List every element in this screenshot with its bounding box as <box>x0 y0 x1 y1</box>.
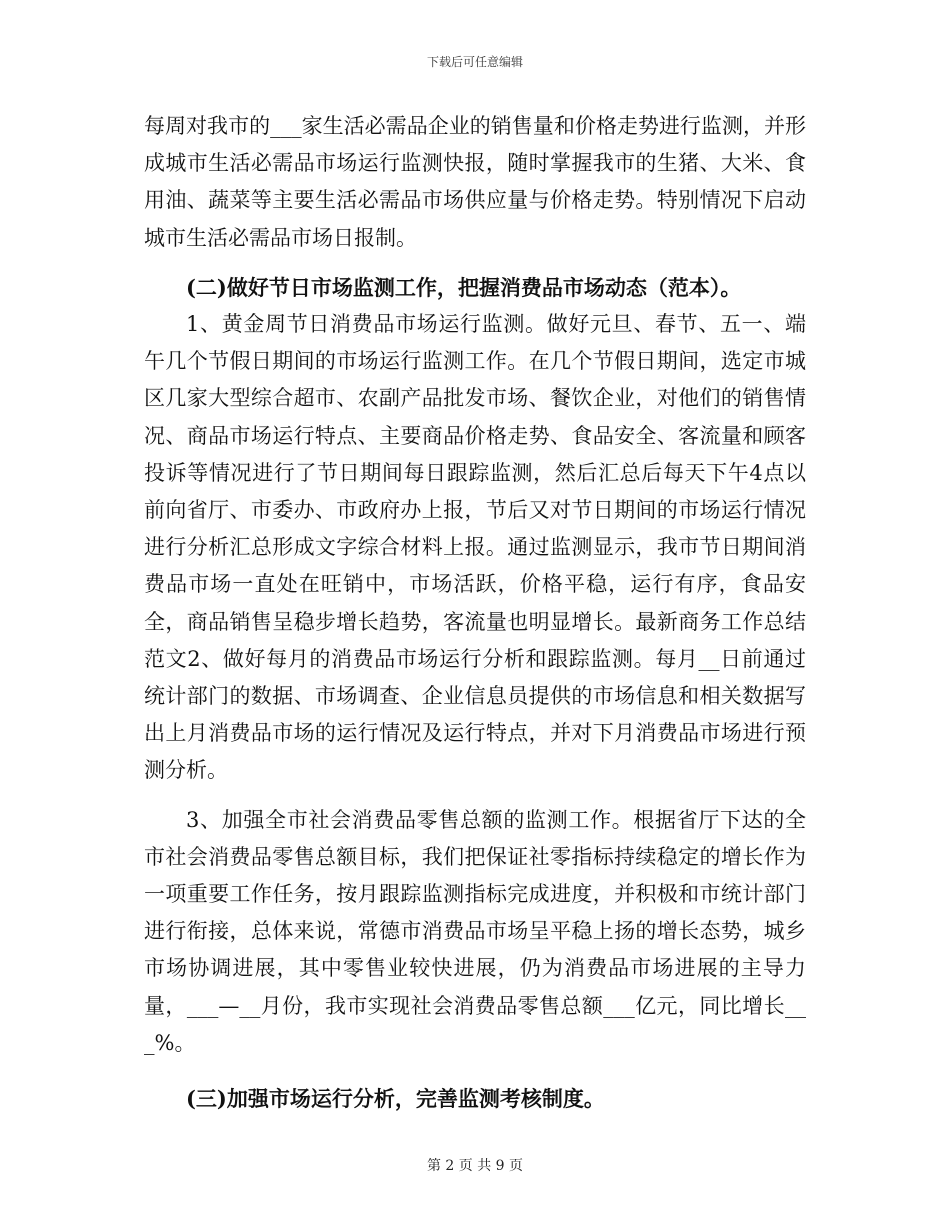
document-body <box>144 108 806 1117</box>
page-header: 下载后可任意编辑 <box>426 55 523 69</box>
section-heading-holiday-monitoring: (二)做好节日市场监测工作，把握消费品市场动态（范本）。 <box>186 274 742 300</box>
section-heading-market-analysis: (三)加强市场运行分析，完善监测考核制度。 <box>186 1086 605 1112</box>
paragraph-weekly-monitoring: 每周对我市的___家生活必需品企业的销售量和价格走势进行监测，并形成城市生活必需品市场运行监测快报，随时掌握我市的生猪、大米、食用油、蔬菜等主要生活必需品市场供应量与价格走势。特别情况下启动城市生活必需品市场日报制。 <box>144 114 806 250</box>
paragraph-retail-sales-monitoring: 3、加强全市社会消费品零售总额的监测工作。根据省厅下达的全市社会消费品零售总额目标，我们把保证社零指标持续稳定的增长作为一项重要工作任务，按月跟踪监测指标完成进度，并积极和市统计部门进行衔接，总体来说，常德市消费品市场呈平稳上扬的增长态势，城乡市场协调进展，其中零售业较快进展，仍为消费品市场进展的主导力量，___—__月份，我市实现社会消费品零售总额___亿元，同比增长___%。 <box>144 807 806 1055</box>
page-number: 第 2 页 共 9 页 <box>426 1158 524 1174</box>
paragraph-golden-week-monitoring: 1、黄金周节日消费品市场运行监测。做好元旦、春节、五一、端午几个节假日期间的市场运行监测工作。在几个节假日期间，选定市城区几家大型综合超市、农副产品批发市场、餐饮企业，对他们的销售情况、商品市场运行特点、主要商品价格走势、食品安全、客流量和顾客投诉等情况进行了节日期间每日跟踪监测，然后汇总后每天下午4点以前向省厅、市委办、市政府办上报，节后又对节日期间的市场运行情况进行分析汇总形成文字综合材料上报。通过监测显示，我市节日期间消费品市场一直处在旺销中，市场活跃，价格平稳，运行有序，食品安全，商品销售呈稳步增长趋势，客流量也明显增长。最新商务工作总结范文2、做好每月的消费品市场运行分析和跟踪监测。每月__日前通过统计部门的数据、市场调查、企业信息员提供的市场信息和相关数据写出上月消费品市场的运行情况及运行特点，并对下月消费品市场进行预测分析。 <box>144 312 806 783</box>
